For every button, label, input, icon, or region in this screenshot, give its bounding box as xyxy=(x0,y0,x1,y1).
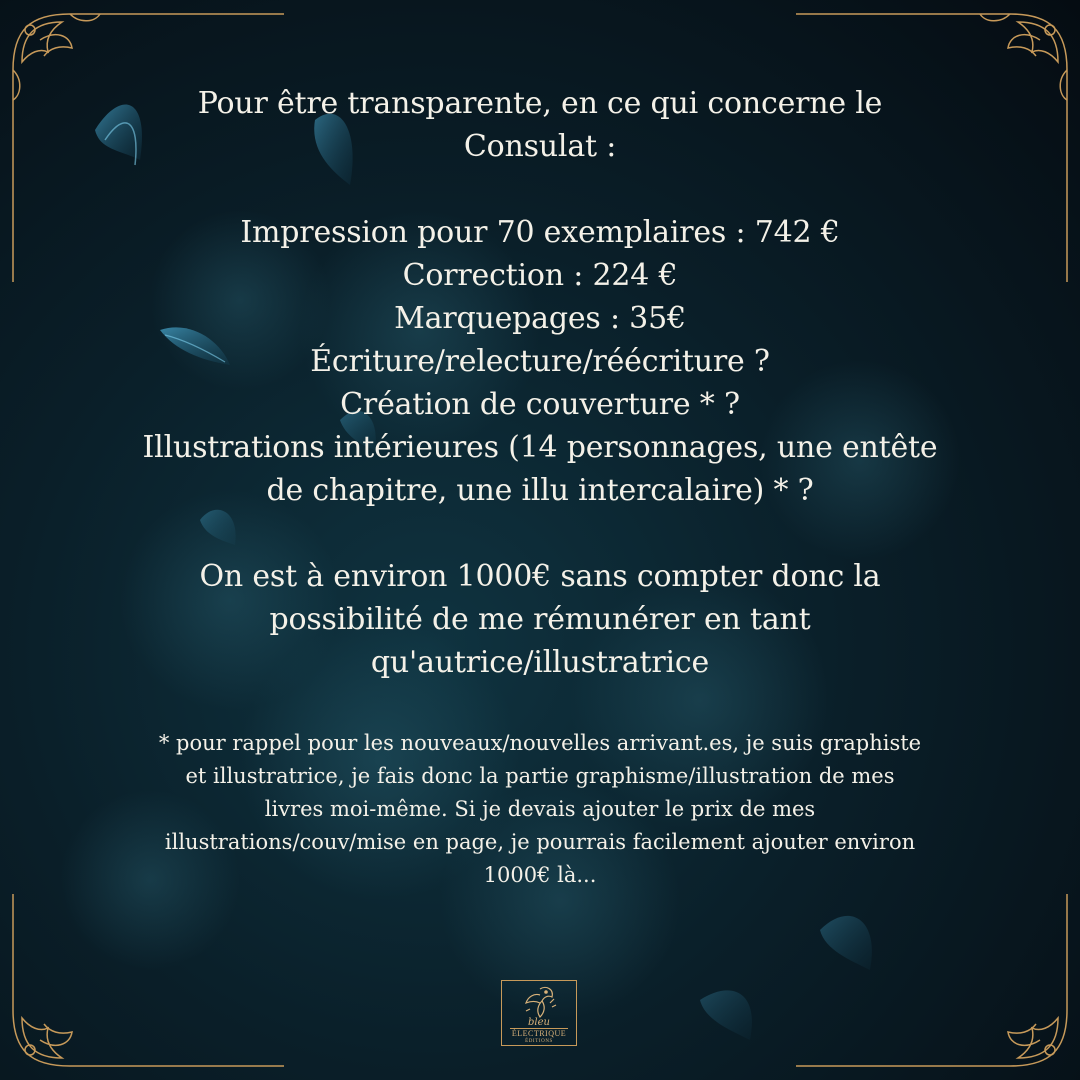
footnote-line: 1000€ là... xyxy=(483,863,597,887)
cost-item-illustrations-cont: de chapitre, une illu intercalaire) * ? xyxy=(266,473,814,508)
intro-paragraph xyxy=(100,82,980,168)
summary-line: possibilité de me rémunérer en tant xyxy=(269,602,811,637)
intro-line: Consulat : xyxy=(463,129,617,164)
cost-item-illustrations: Illustrations intérieures (14 personnages, une entête xyxy=(142,430,938,465)
footnote xyxy=(110,727,970,892)
logo-name-text: ÉLECTRIQUE xyxy=(511,1029,567,1038)
bird-icon xyxy=(516,983,564,1023)
summary-line: qu'autrice/illustratrice xyxy=(370,645,710,680)
cost-list xyxy=(100,211,980,512)
summary-paragraph xyxy=(100,555,980,684)
footnote-line: livres moi-même. Si je devais ajouter le prix de mes xyxy=(264,797,816,821)
logo-sub-text: ÉDITIONS xyxy=(525,1039,553,1044)
cost-item-writing: Écriture/relecture/réécriture ? xyxy=(310,344,770,379)
summary-line: On est à environ 1000€ sans compter donc la xyxy=(199,559,881,594)
main-text xyxy=(100,82,980,892)
footnote-line: * pour rappel pour les nouveaux/nouvelles arrivant.es, je suis graphiste xyxy=(158,731,922,755)
cost-item-cover: Création de couverture * ? xyxy=(340,387,740,422)
intro-line: Pour être transparente, en ce qui concerne le xyxy=(197,86,883,121)
cost-item-bookmarks: Marquepages : 35€ xyxy=(394,301,686,336)
footnote-line: et illustratrice, je fais donc la partie graphisme/illustration de mes xyxy=(185,764,895,788)
logo-script-text: bleu xyxy=(528,1017,550,1028)
cost-item-correction: Correction : 224 € xyxy=(402,258,678,293)
cost-item-printing: Impression pour 70 exemplaires : 742 € xyxy=(240,215,840,250)
footnote-line: illustrations/couv/mise en page, je pourrais facilement ajouter environ xyxy=(164,830,916,854)
publisher-logo xyxy=(501,980,577,1046)
